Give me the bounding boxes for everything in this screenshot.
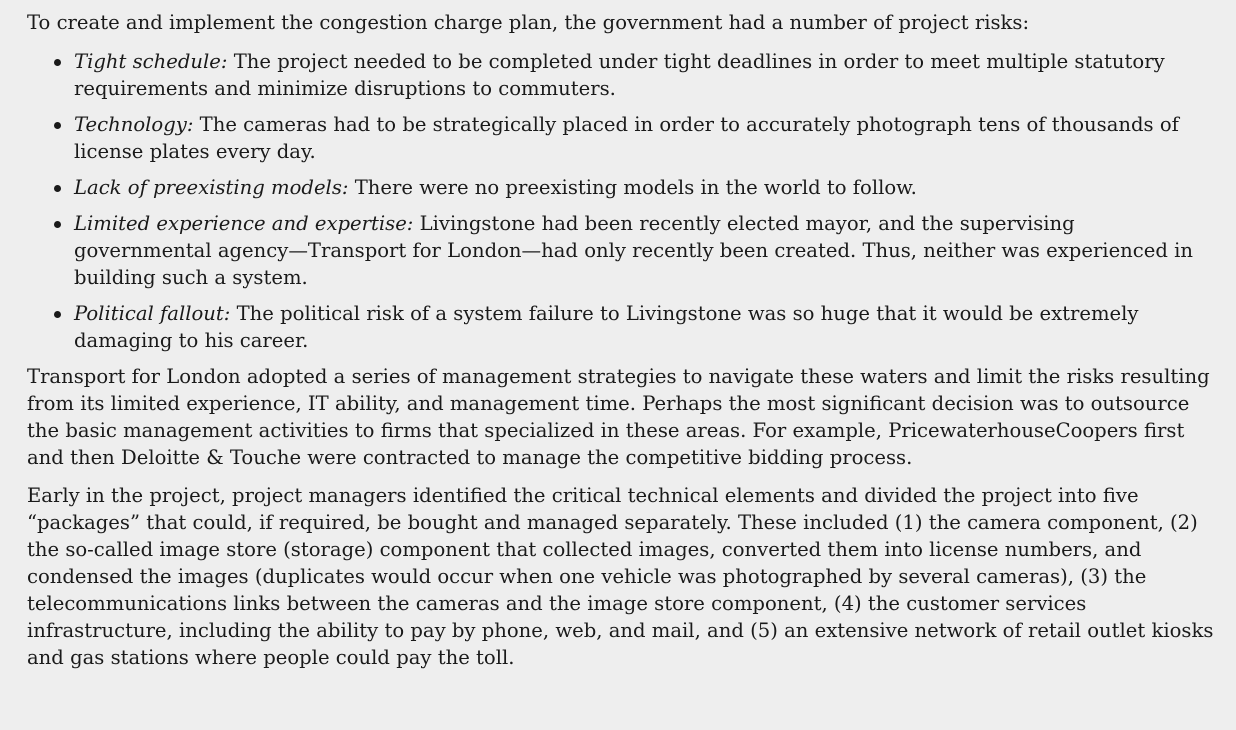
risk-text: Livingstone had been recently elected mayor, and the supervising governmental agency—Transport for London—had only recently been created. Thus, neither was experienced in building such a system. (74, 212, 1194, 289)
risk-term: Lack of preexisting models: (74, 176, 349, 199)
risk-item (74, 111, 1216, 165)
risk-item (74, 174, 1216, 201)
risk-text: The political risk of a system failure to Livingstone was so huge that it would be extremely damaging to his career. (74, 302, 1139, 352)
body-paragraph-packages: Early in the project, project managers identified the critical technical elements and divided the project into five “packages” that could, if required, be bought and managed separately. These included (1) the camera component, (2) the so-called image store (storage) component that collected images, converted them into license numbers, and condensed the images (duplicates would occur when one vehicle was photographed by several cameras), (3) the telecommunications links between the cameras and the image store component, (4) the customer services infrastructure, including the ability to pay by phone, web, and mail, and (5) an extensive network of retail outlet kiosks and gas stations where people could pay the toll. (27, 484, 1214, 669)
risk-term: Political fallout: (74, 302, 231, 325)
risk-text: The project needed to be completed under tight deadlines in order to meet multiple statutory requirements and minimize disruptions to commuters. (74, 50, 1165, 100)
risk-text: The cameras had to be strategically placed in order to accurately photograph tens of thousands of license plates every day. (74, 113, 1179, 163)
risk-text: There were no preexisting models in the world to follow. (354, 176, 917, 199)
intro-paragraph: To create and implement the congestion charge plan, the government had a number of project risks: (27, 11, 1030, 34)
body-paragraph-strategies: Transport for London adopted a series of management strategies to navigate these waters and limit the risks resulting from its limited experience, IT ability, and management time. Perhaps the most significant decision was to outsource the basic management activities to firms that specialized in these areas. For example, PricewaterhouseCoopers first and then Deloitte & Touche were contracted to manage the competitive bidding process. (27, 365, 1210, 469)
risk-term: Limited experience and expertise: (74, 212, 414, 235)
risk-item (74, 48, 1216, 102)
risk-term: Technology: (74, 113, 194, 136)
risk-term: Tight schedule: (74, 50, 228, 73)
risk-item (74, 210, 1216, 291)
risk-item (74, 300, 1216, 354)
risk-list (27, 48, 1216, 354)
